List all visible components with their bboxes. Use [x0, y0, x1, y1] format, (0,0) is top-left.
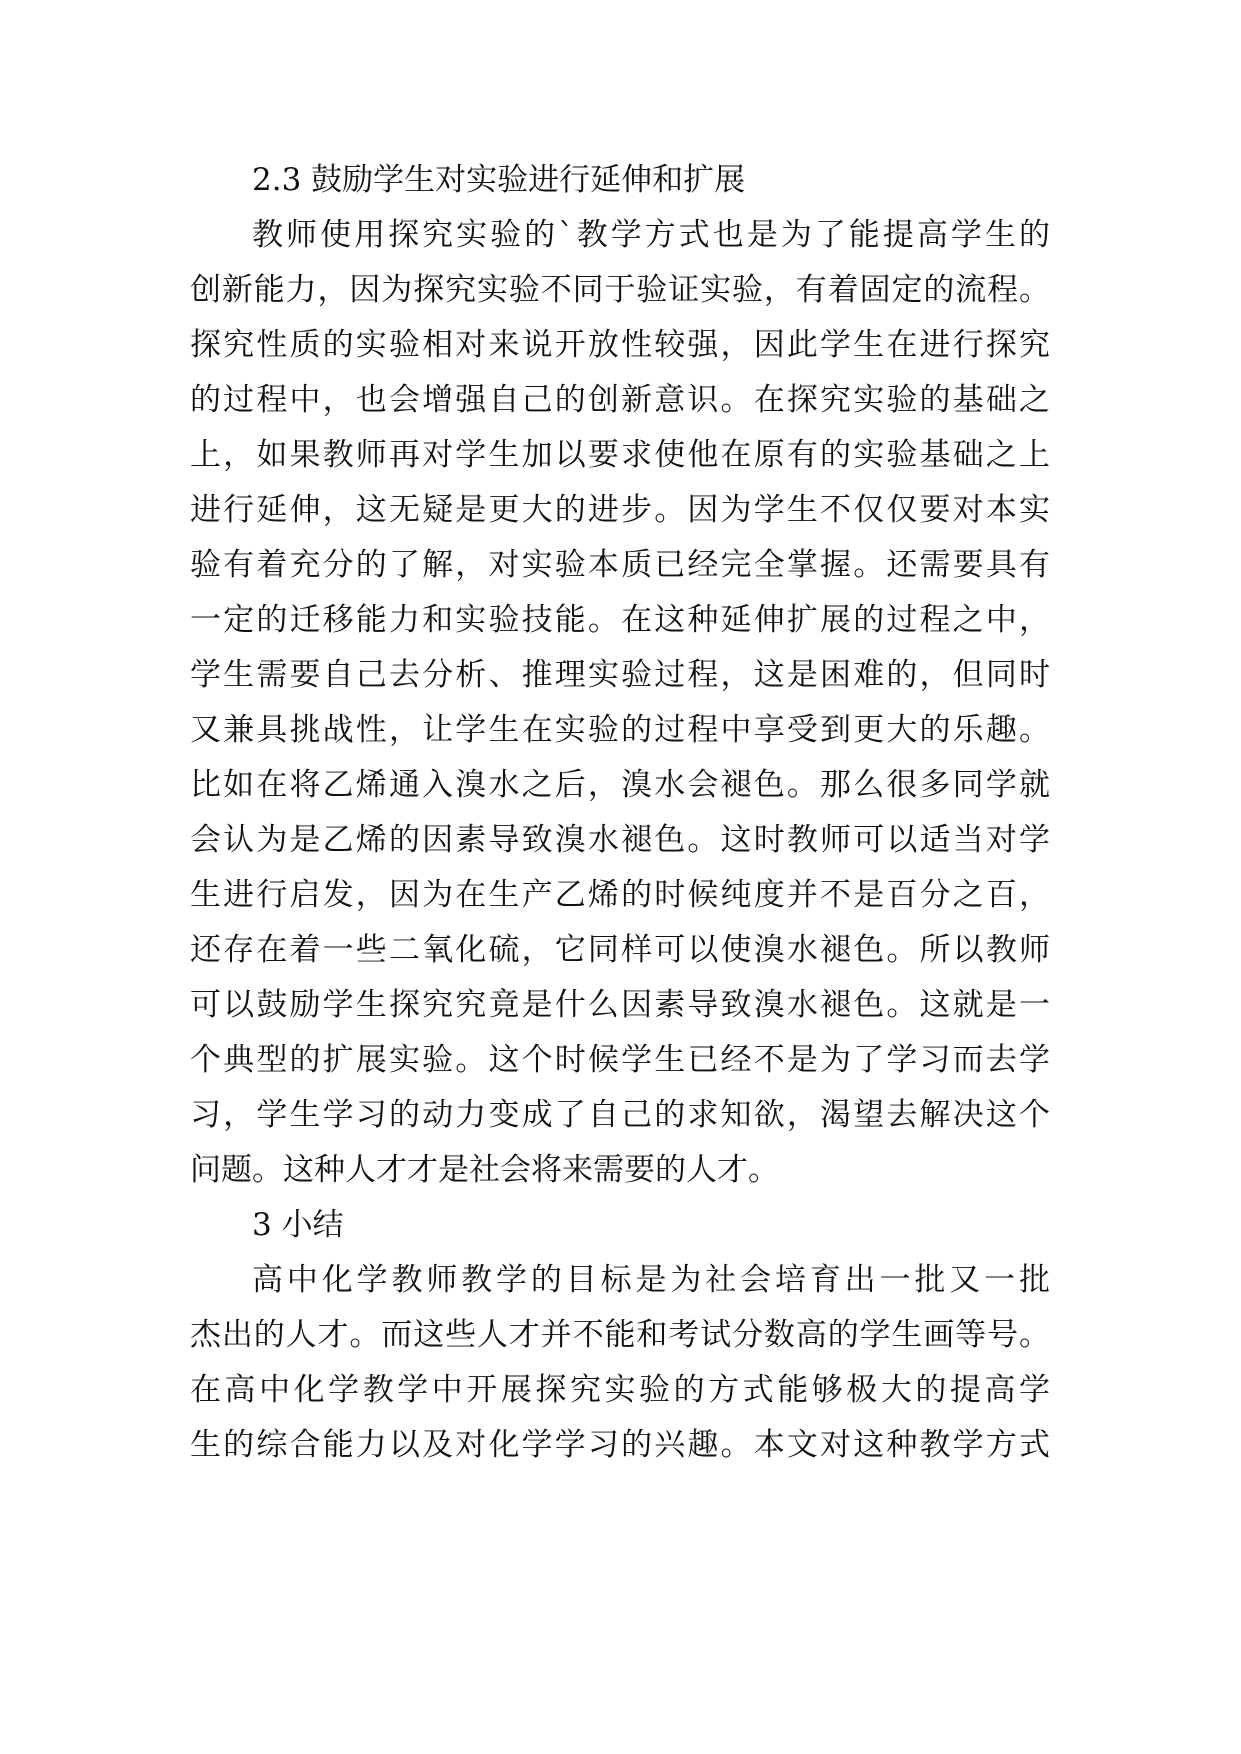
paragraph-line: 高中化学教师教学的目标是为社会培育出一批又一批	[252, 1262, 1050, 1298]
paragraph-line: 学生需要自己去分析、推理实验过程，这是困难的，但同时	[190, 657, 1050, 693]
paragraph-line: 一定的迁移能力和实验技能。在这种延伸扩展的过程之中，	[190, 602, 1050, 638]
paragraph-line: 还存在着一些二氧化硫，它同样可以使溴水褪色。所以教师	[190, 932, 1050, 968]
paragraph-line: 创新能力，因为探究实验不同于验证实验，有着固定的流程。	[190, 272, 1050, 308]
section-heading-2-3: 2.3 鼓励学生对实验进行延伸和扩展	[252, 162, 746, 198]
paragraph-line: 个典型的扩展实验。这个时候学生已经不是为了学习而去学	[190, 1042, 1050, 1078]
paragraph-line: 比如在将乙烯通入溴水之后，溴水会褪色。那么很多同学就	[190, 767, 1050, 803]
paragraph-line: 上，如果教师再对学生加以要求使他在原有的实验基础之上	[190, 437, 1050, 473]
paragraph-line: 教师使用探究实验的`教学方式也是为了能提高学生的	[252, 217, 1050, 253]
paragraph-line: 又兼具挑战性，让学生在实验的过程中享受到更大的乐趣。	[190, 712, 1050, 748]
paragraph-line: 可以鼓励学生探究究竟是什么因素导致溴水褪色。这就是一	[190, 987, 1050, 1023]
paragraph-line: 探究性质的实验相对来说开放性较强，因此学生在进行探究	[190, 327, 1050, 363]
paragraph-line: 验有着充分的了解，对实验本质已经完全掌握。还需要具有	[190, 547, 1050, 583]
paragraph-line: 生进行启发，因为在生产乙烯的时候纯度并不是百分之百，	[190, 877, 1050, 913]
document-body	[190, 153, 1050, 1473]
section-heading-3: 3 小结	[252, 1207, 344, 1243]
paragraph-line: 杰出的人才。而这些人才并不能和考试分数高的学生画等号。	[190, 1317, 1050, 1353]
paragraph-line: 进行延伸，这无疑是更大的进步。因为学生不仅仅要对本实	[190, 492, 1050, 528]
paragraph-line: 问题。这种人才才是社会将来需要的人才。	[190, 1152, 779, 1188]
paragraph-line: 生的综合能力以及对化学学习的兴趣。本文对这种教学方式	[190, 1427, 1050, 1463]
paragraph-line: 习，学生学习的动力变成了自己的求知欲，渴望去解决这个	[190, 1097, 1050, 1133]
paragraph-line: 会认为是乙烯的因素导致溴水褪色。这时教师可以适当对学	[190, 822, 1050, 858]
paragraph-line: 的过程中，也会增强自己的创新意识。在探究实验的基础之	[190, 382, 1050, 418]
paragraph-line: 在高中化学教学中开展探究实验的方式能够极大的提高学	[190, 1372, 1050, 1408]
